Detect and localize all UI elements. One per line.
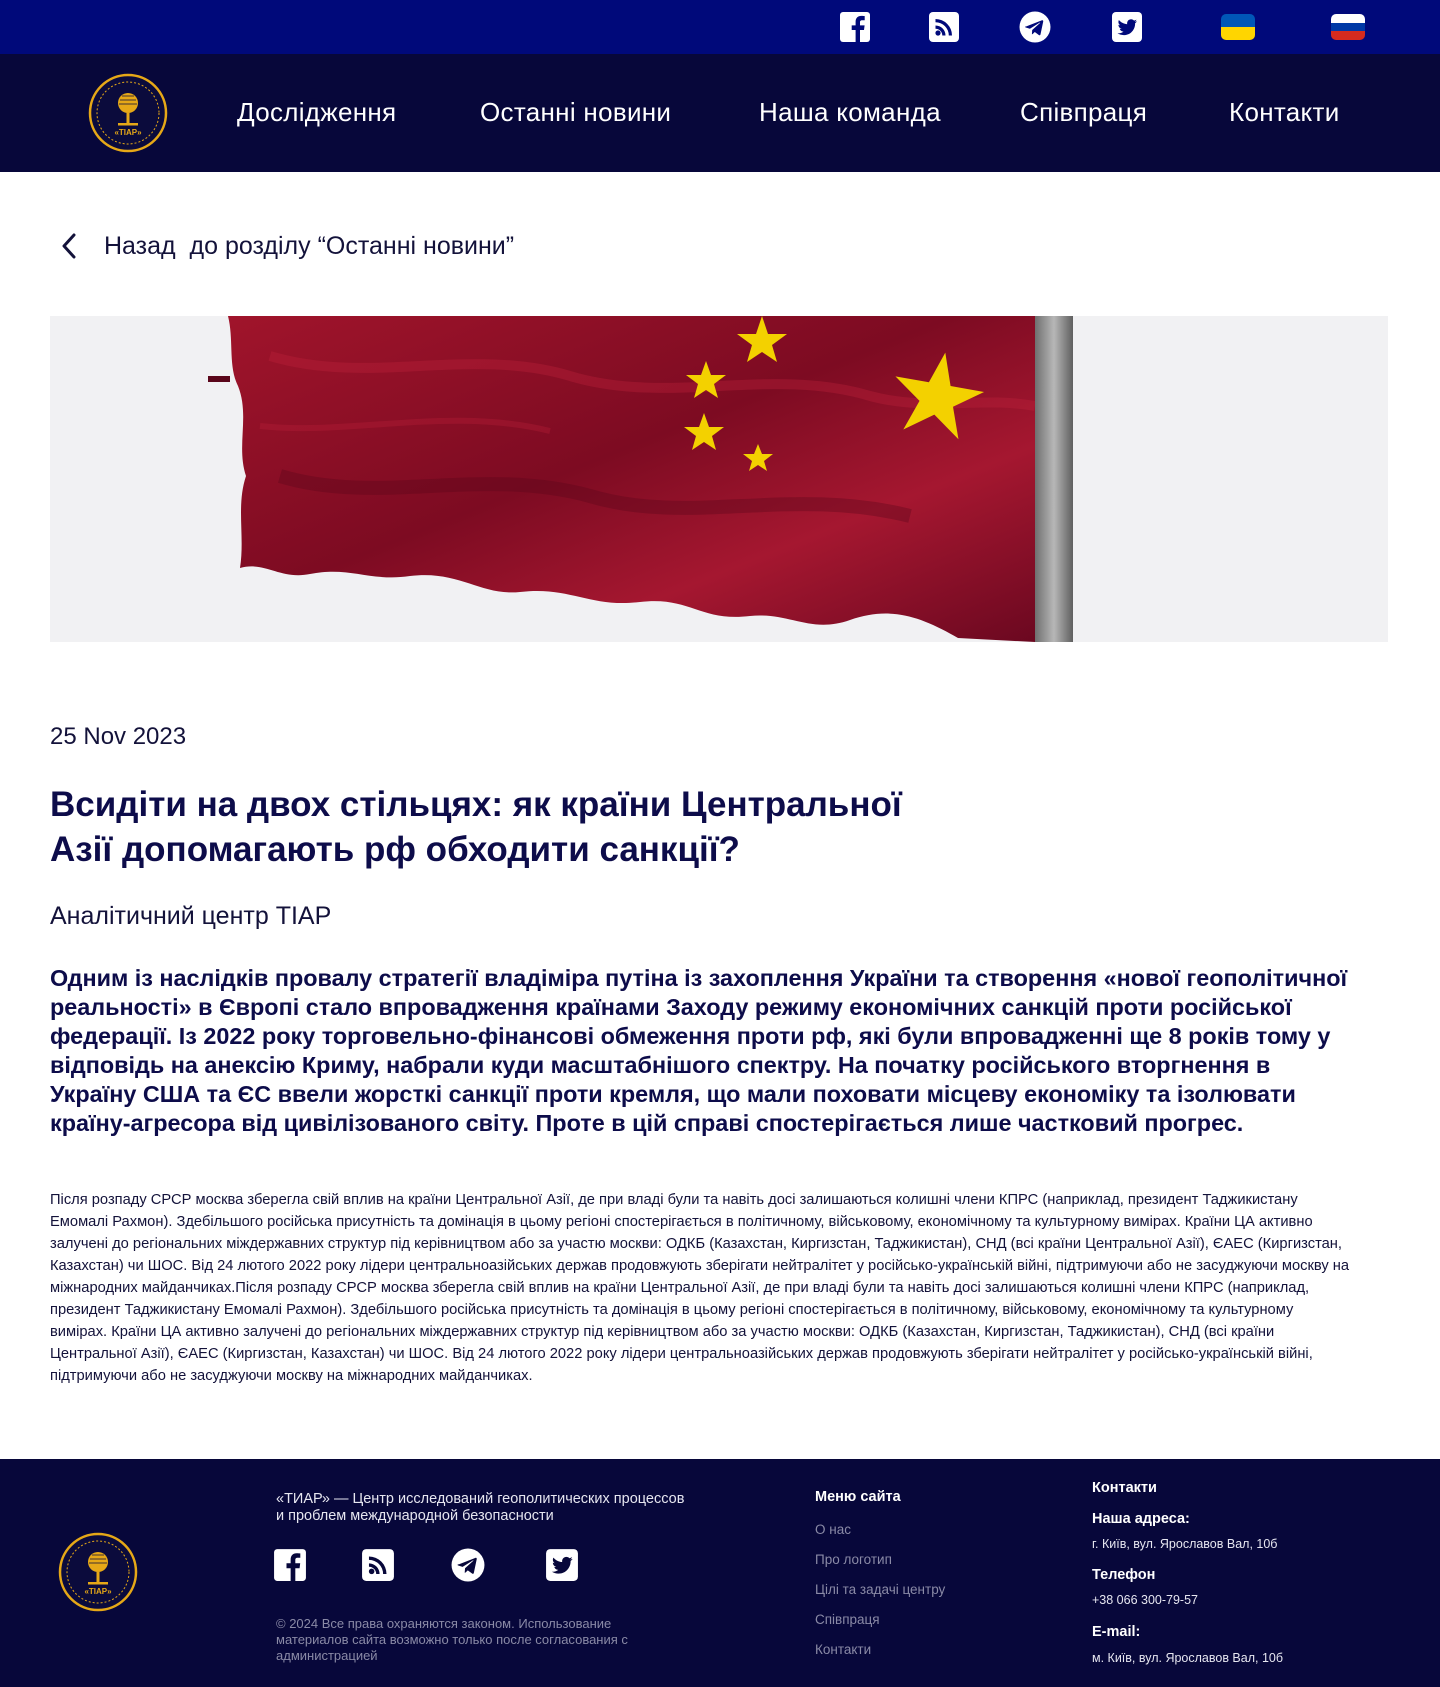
footer-menu-title: Меню сайта [815, 1489, 901, 1505]
footer-rss-icon[interactable] [361, 1548, 395, 1582]
nav-item-cooperation[interactable]: Співпраця [1020, 97, 1148, 127]
twitter-icon[interactable] [1111, 11, 1143, 43]
language-ru-flag[interactable] [1331, 14, 1365, 40]
article-date: 25 Nov 2023 [50, 723, 187, 750]
footer-tiar-logo[interactable] [58, 1532, 138, 1612]
footer-address-label: Наша адреса: [1092, 1511, 1190, 1527]
footer-contacts-title: Контакти [1092, 1480, 1157, 1496]
footer-about: «ТИАР» — Центр исследований геополитических процессов и проблем международной безопасности [276, 1491, 685, 1524]
footer-email-label: E-mail: [1092, 1624, 1141, 1640]
footer-phone-label: Телефон [1092, 1567, 1156, 1583]
top-social-bar [0, 0, 1440, 54]
facebook-icon[interactable] [839, 11, 871, 43]
nav-item-research[interactable]: Дослідження [237, 97, 397, 127]
article-lead: Одним із наслідків провалу стратегії владіміра путіна із захоплення України та створення «нової геополітичної реальності» в Європі стало впровадження країнами Заходу режиму економічних санкцій проти російської федерації. Із 2022 року торговельно-фінансові обмеження проти рф, які були впровадженні ще 8 років тому у відповідь на анексію Криму, набрали куди масштабнішого спектру. На початку російського вторгнення в Україну США та ЄС ввели жорсткі санкції проти кремля, що мали поховати місцеву економіку та ізолювати країну-агресора від цивілізованого світу. Проте в цій справі спостерігається лише частковий прогрес. [50, 965, 1348, 1136]
footer-menu-about[interactable]: О нас [815, 1522, 851, 1537]
footer-address-value: г. Київ, вул. Ярославов Вал, 10б [1092, 1537, 1278, 1551]
footer-email-value[interactable]: м. Київ, вул. Ярославов Вал, 10б [1092, 1651, 1284, 1665]
footer-copyright: © 2024 Все права охраняются законом. Использование материалов сайта возможно только после согласования с администрацией [276, 1616, 628, 1663]
footer-logo-text: «ТІАР» [84, 1587, 112, 1596]
main-navigation [0, 54, 1440, 172]
article-body: Після розпаду СРСР москва зберегла свій вплив на країни Центральної Азії, де при владі були та навіть досі залишаються колишні члени КПРС (наприклад, президент Таджикистану Емомалі Рахмон). Здебільшого російська присутність та домінація в цьому регіоні спостерігається в політичному, військовому, економічному та культурному вимірах. Країни ЦА активно залучені до регіональних міждержавних структур під керівництвом або за участю москви: ОДКБ (Казахстан, Киргизстан, Таджикистан), СНД (всі країни Центральної Азії), ЄАЕС (Киргизстан, Казахстан) чи ШОС. Від 24 лютого 2022 року лідери центральноазійських держав продовжують зберігати нейтралітет у російсько-українській війні, підтримуючи або не засуджуючи москву на міжнародних майданчиках.Після розпаду СРСР москва зберегла свій вплив на країни Центральної Азії, де при владі були та навіть досі залишаються колишні члени КПРС (наприклад, президент Таджикистану Емомалі Рахмон). Здебільшого російська присутність та домінація в цьому регіоні спостерігається в політичному, військовому, економічному та культурному вимірах. Країни ЦА активно залучені до регіональних міждержавних структур під керівництвом або за участю москви: ОДКБ (Казахстан, Киргизстан, Таджикистан), СНД (всі країни Центральної Азії), ЄАЕС (Киргизстан, Казахстан) чи ШОС. Від 24 лютого 2022 року лідери центральноазійських держав продовжують зберігати нейтралітет у російсько-українській війні, підтримуючи або не засуджуючи москву на міжнародних майданчиках. [50, 1192, 1350, 1384]
back-to-news-link[interactable] [58, 226, 514, 266]
footer [0, 1459, 1440, 1687]
china-flag-image [50, 316, 1388, 642]
footer-menu-cooperation[interactable]: Співпраця [815, 1612, 880, 1627]
article-title-line-1: Всидіти на двох стільцях: як країни Центральної [50, 785, 902, 824]
rss-icon[interactable] [928, 11, 960, 43]
telegram-icon[interactable] [1019, 11, 1051, 43]
footer-telegram-icon[interactable] [451, 1548, 485, 1582]
chevron-left-icon [58, 231, 82, 261]
hero-image [50, 316, 1388, 642]
back-link-label: Назад до розділу “Останні новини” [104, 231, 515, 260]
footer-facebook-icon[interactable] [273, 1548, 307, 1582]
nav-item-contacts[interactable]: Контакти [1229, 97, 1340, 127]
footer-phone-value[interactable]: +38 066 300-79-57 [1092, 1593, 1198, 1607]
footer-twitter-icon[interactable] [545, 1548, 579, 1582]
tiar-logo[interactable] [88, 73, 168, 153]
nav-item-our-team[interactable]: Наша команда [759, 97, 941, 127]
language-uk-flag[interactable] [1221, 14, 1255, 40]
footer-menu-goals[interactable]: Цілі та задачі центру [815, 1582, 946, 1597]
nav-item-latest-news[interactable]: Останні новини [480, 97, 672, 127]
footer-menu-contacts[interactable]: Контакти [815, 1642, 872, 1657]
article-author: Аналітичний центр ТІАР [50, 902, 332, 930]
logo-text: «ТІАР» [114, 128, 142, 137]
footer-menu-logo[interactable]: Про логотип [815, 1552, 892, 1567]
article-title [50, 782, 1050, 872]
article-title-line-2: Азії допомагають рф обходити санкції? [50, 830, 740, 869]
